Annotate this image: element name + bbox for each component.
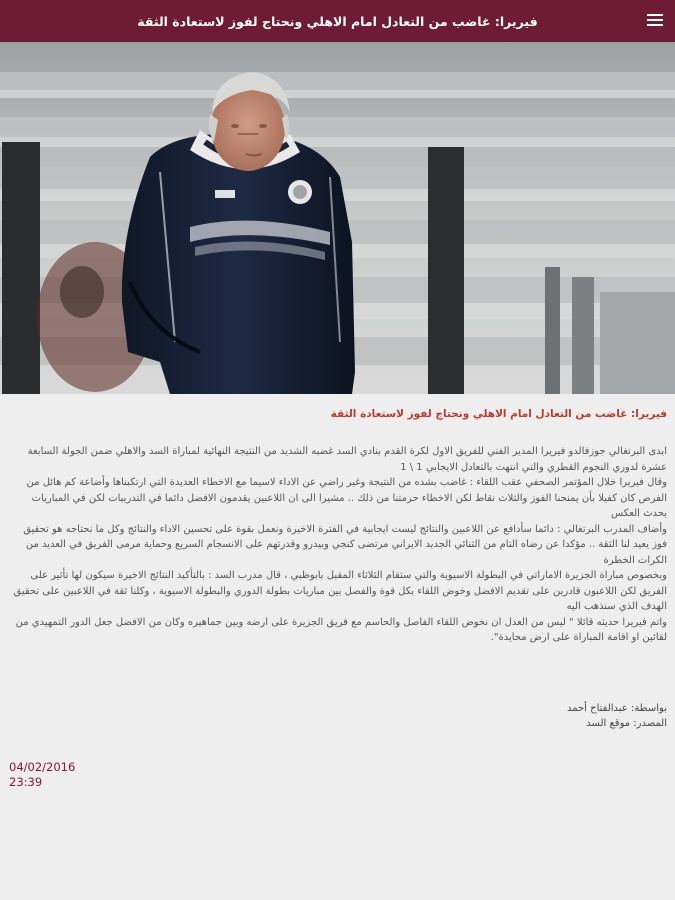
publish-time: 23:39 — [9, 775, 43, 789]
article-paragraph: وبخصوص مباراة الجزيرة الاماراتي في البطولة الاسيوية والتي ستقام الثلاثاء المقبل بابوظبي ، قال مدرب السد : بالتأكيد النتائج الاخيرة سيكون لها تأثير على الفريق لكن اللاعبون قادرين على تقديم الافضل وخوض اللقاء بكل قوة والفصل بين مباريات بطولة الدوري والبطولة الاسيوية ، وكلنا ثقة في اللاعبين على تحقيق الهدف الذي سنذهب اليه — [13, 570, 667, 612]
article-paragraph: وقال فيريرا خلال المؤتمر الصحفي عقب اللقاء : غاضب بشده من النتيجة وغير راضي عن الاداء لاسيما مع الاخطاء العديدة التي ارتكبناها وأضاعة كم هائل من الفرص كان كفيلا بأن يمنحنا الفوز والثلاث نقاط لكن الاخطاء حرمتنا من ذلك .. مشيرا الى ان اللاعبين يقدمون الافضل دائما في التدريبات لكن في المباريات يحدث العكس — [26, 477, 667, 519]
article-body — [8, 444, 667, 646]
coach-photo-icon — [0, 42, 675, 394]
source-line: المصدر: موقع السد — [586, 718, 667, 729]
article-paragraph: واتم فيريرا حديثه قائلا " ليس من العدل ان نخوض اللقاء الفاصل والحاسم مع فريق الجزيرة على ارضه وبين جماهيره وكان من الافضل جعل الدور التمهيدي من لقائين او اقامة المباراة على ارض محايدة". — [15, 616, 667, 643]
article-title: فيريرا: غاضب من التعادل امام الاهلي ونحتاج لفوز لاستعادة الثقة — [330, 408, 667, 420]
article-paragraph: وأضاف المدرب البرتغالي : دائما سأدافع عن اللاعبين والنتائج ليست ايجابية في الفترة الاخيرة ونعمل بقوة على تحسين الاداء والنتائج وكل ما نحتاجه هو تحقيق فوز يعيد لنا الثقة .. مؤكدا عن رضاه التام من الثنائي الجديد الايراني مرتضى كنجي وبيدرو وقدرتهم على الانسجام السريع وحماية مرمى الفريق في العديد من الكرات الخطرة — [23, 523, 667, 566]
publish-date: 04/02/2016 — [9, 760, 76, 774]
publish-datetime — [9, 760, 75, 790]
article-content — [8, 394, 667, 732]
article-paragraph: ابدى البرتغالي جوزفالدو فيريرا المدير الفني للفريق الاول لكرة القدم بنادي السد غضبه الشديد من النتيجة النهائية لمباراة السد والاهلي ضمن الجولة السابعة عشرة لدوري النجوم القطري والتي انتهت بالتعادل الايجابي 1 \ 1 — [27, 446, 667, 473]
menu-icon[interactable] — [647, 14, 663, 28]
article-credits — [8, 701, 667, 732]
page-title: فيريرا: غاضب من التعادل امام الاهلي ونحتاج لفوز لاستعادة الثقة — [137, 13, 538, 29]
author-line: بواسطة: عبدالفتاح أحمد — [566, 702, 667, 714]
top-app-bar — [0, 0, 675, 42]
article-hero-image — [0, 42, 675, 394]
